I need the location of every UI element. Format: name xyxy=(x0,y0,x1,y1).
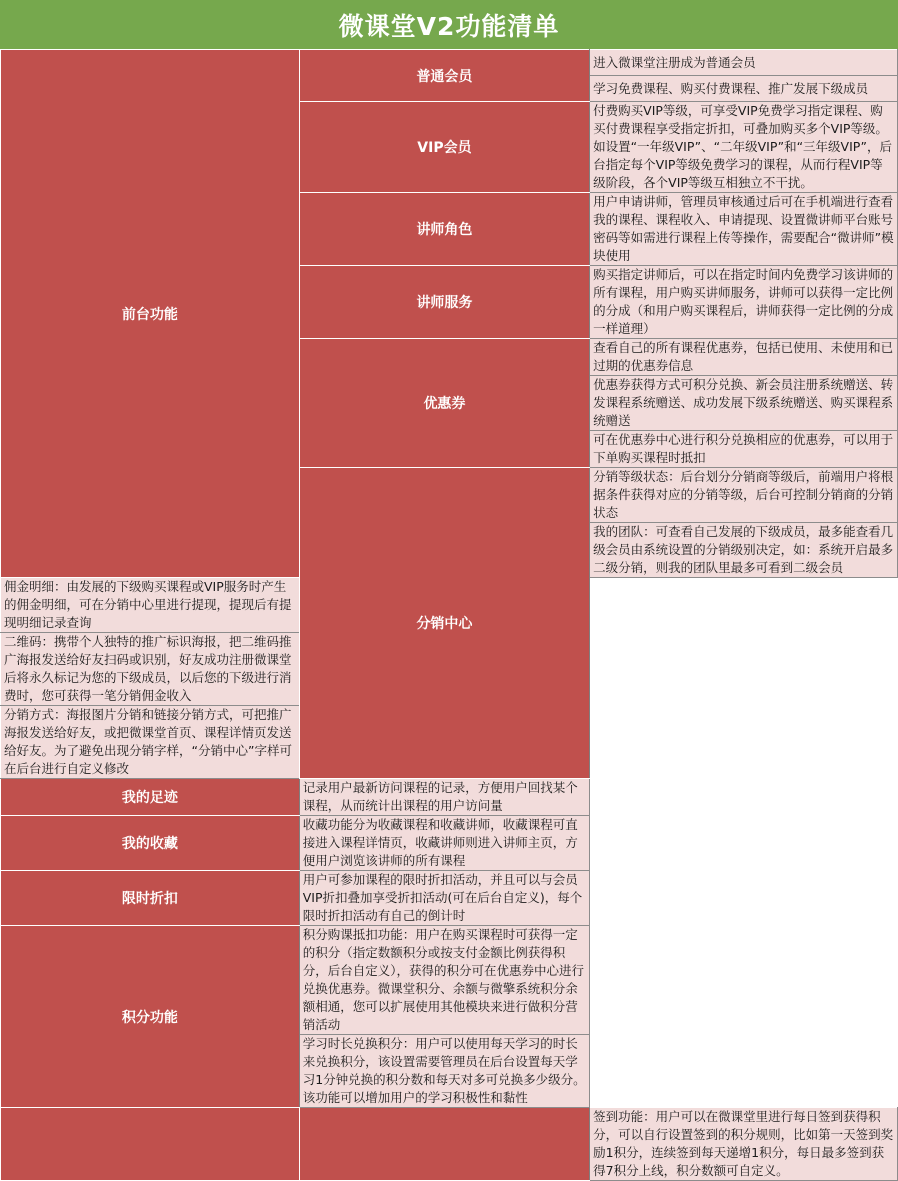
feature-cell: 二维码：携带个人独特的推广标识海报，把二维码推广海报发送给好友扫码或识别，好友成功注册微课堂后将永久标记为您的下级成员，以后您的下级进行消费时，您可获得一笔分销佣金收入 xyxy=(1,633,300,706)
feature-cell: 用户可参加课程的限时折扣活动，并且可以与会员VIP折扣叠加享受折扣活动(可在后台自定义)，每个限时折扣活动有自己的倒计时 xyxy=(299,871,589,926)
feature-cell: 查看自己的所有课程优惠券，包括已使用、未使用和已过期的优惠券信息 xyxy=(590,339,898,376)
group-label: VIP会员 xyxy=(299,102,589,193)
feature-cell: 用户申请讲师，管理员审核通过后可在手机端进行查看我的课程、课程收入、申请提现、设置微讲师平台账号密码等如需进行课程上传等操作，需要配合“微讲师”模块使用 xyxy=(590,193,898,266)
feature-cell: 佣金明细：由发展的下级购买课程或VIP服务时产生的佣金明细，可在分销中心里进行提现，提现后有提现明细记录查询 xyxy=(1,578,300,633)
feature-cell: 分销等级状态：后台划分分销商等级后，前端用户将根据条件获得对应的分销等级，后台可控制分销商的分销状态 xyxy=(590,468,898,523)
feature-cell: 优惠券获得方式可积分兑换、新会员注册系统赠送、转发课程系统赠送、成功发展下级系统赠送、购买课程系统赠送 xyxy=(590,376,898,431)
feature-cell: 学习时长兑换积分：用户可以使用每天学习的时长来兑换积分，该设置需要管理员在后台设置每天学习1分钟兑换的积分数和每天对多可兑换多少级分。该功能可以增加用户的学习积极性和黏性 xyxy=(299,1035,589,1108)
group-label: 讲师角色 xyxy=(299,193,589,266)
group-label: 我的足迹 xyxy=(1,779,300,816)
feature-cell: 学习免费课程、购买付费课程、推广发展下级成员 xyxy=(590,76,898,102)
feature-cell: 积分购课抵扣功能：用户在购买课程时可获得一定的积分（指定数额积分或按支付金额比例获得积分，后台自定义），获得的积分可在优惠券中心进行兑换优惠券。微课堂积分、余额与微擎系统积分余额相通，您可以扩展使用其他模块来进行做积分营销活动 xyxy=(299,926,589,1035)
group-label: 讲师服务 xyxy=(299,266,589,339)
feature-cell: 记录用户最新访问课程的记录，方便用户回找某个课程，从而统计出课程的用户访问量 xyxy=(299,779,589,816)
group-label: 我的收藏 xyxy=(1,816,300,871)
page-title: 微课堂V2功能清单 xyxy=(0,0,898,49)
feature-table xyxy=(0,49,898,1181)
empty-cell xyxy=(1,1108,300,1181)
feature-cell: 我的团队：可查看自己发展的下级成员，最多能查看几级会员由系统设置的分销级别决定，如：系统开启最多二级分销，则我的团队里最多可看到二级会员 xyxy=(590,523,898,578)
feature-cell: 进入微课堂注册成为普通会员 xyxy=(590,50,898,76)
group-label: 分销中心 xyxy=(299,468,589,779)
group-label: 普通会员 xyxy=(299,50,589,102)
feature-cell: 付费购买VIP等级，可享受VIP免费学习指定课程、购买付费课程享受指定折扣，可叠加购买多个VIP等级。如设置“一年级VIP”、“二年级VIP”和“三年级VIP”，后台指定每个VIP等级免费学习的课程，从而行程VIP等级阶段，各个VIP等级互相独立不干扰。 xyxy=(590,102,898,193)
empty-cell xyxy=(299,1108,589,1181)
front-function-label: 前台功能 xyxy=(1,50,300,578)
group-label: 限时折扣 xyxy=(1,871,300,926)
feature-cell: 签到功能：用户可以在微课堂里进行每日签到获得积分，可以自行设置签到的积分规则，比如第一天签到奖励1积分，连续签到每天递增1积分，每日最多签到获得7积分上线，积分数额可自定义。 xyxy=(590,1108,898,1181)
feature-cell: 收藏功能分为收藏课程和收藏讲师，收藏课程可直接进入课程详情页，收藏讲师则进入讲师主页，方便用户浏览该讲师的所有课程 xyxy=(299,816,589,871)
group-label: 积分功能 xyxy=(1,926,300,1108)
group-label: 优惠券 xyxy=(299,339,589,468)
feature-cell: 可在优惠券中心进行积分兑换相应的优惠券，可以用于下单购买课程时抵扣 xyxy=(590,431,898,468)
feature-cell: 购买指定讲师后，可以在指定时间内免费学习该讲师的所有课程，用户购买讲师服务，讲师可以获得一定比例的分成（和用户购买课程后，讲师获得一定比例的分成一样道理） xyxy=(590,266,898,339)
feature-cell: 分销方式：海报图片分销和链接分销方式，可把推广海报发送给好友，或把微课堂首页、课程详情页发送给好友。为了避免出现分销字样，“分销中心”字样可在后台进行自定义修改 xyxy=(1,706,300,779)
